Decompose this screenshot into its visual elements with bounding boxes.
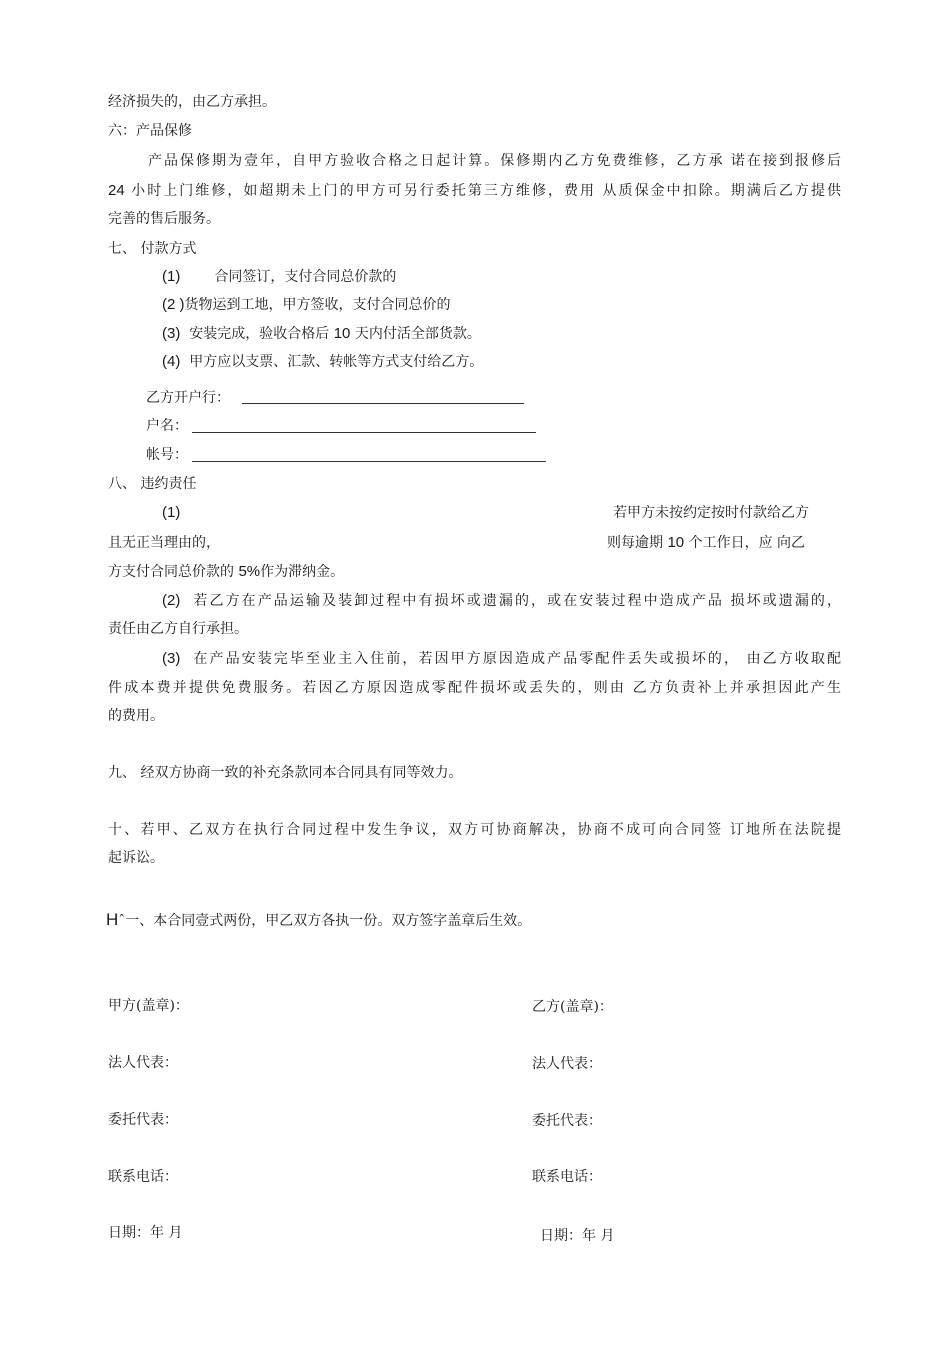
item-text: 若乙方在产品运输及装卸过程中有损坏或遗漏的，或在安装过程中造成产品 损坏或遗漏的， [193, 593, 841, 609]
item-number: (4) [162, 353, 181, 370]
item-text: 货物运到工地，甲方签收，支付合同总价的 [184, 297, 451, 313]
section-11 [106, 910, 531, 930]
payment-item-1 [162, 267, 396, 287]
account-number-label: 帐号： [146, 447, 188, 463]
days-number: 10 [333, 325, 351, 342]
bank-blank [242, 403, 524, 404]
item-text-2: 天内付活全部货款。 [350, 326, 481, 342]
section-7-heading: 七、 付款方式 [108, 241, 197, 257]
item-number: (3) [162, 650, 181, 667]
party-a-legal-rep: 法人代表： [108, 1055, 178, 1071]
account-name-blank [192, 432, 536, 433]
account-name-label: 户名： [146, 418, 188, 434]
item-text: 合同签订，支付合同总价款的 [214, 269, 397, 285]
workdays-number: 10 [667, 534, 685, 551]
item-number: (3) [162, 325, 181, 342]
party-b-date: 日期：年 月 [540, 1228, 615, 1244]
breach-item-2-line-1 [162, 591, 841, 611]
section-9: 九、 经双方协商一致的补充条款同本合同具有同等效力。 [108, 765, 463, 781]
breach-item-3-line-3: 的费用。 [108, 708, 164, 724]
item-number: (2) [162, 592, 181, 609]
section-6-heading: 六：产品保修 [108, 123, 192, 139]
section-6-line-2 [108, 181, 841, 201]
party-a-agent: 委托代表： [108, 1112, 178, 1128]
breach-item-3-line-2: 件成本费并提供免费服务。若因乙方原因造成零配件损坏或丢失的，则由 乙方负责补上并承担因此产生 [108, 680, 841, 696]
text: 方支付合同总价款的 [108, 564, 239, 580]
breach-item-2-line-2: 责任由乙方自行承担。 [108, 621, 248, 637]
item-number: (1) [162, 268, 181, 285]
party-b-seal: 乙方(盖章)： [532, 999, 613, 1015]
section-11-text: ˆ一、本合同壹式两份，甲乙双方各执一份。双方签字盖章后生效。 [118, 913, 532, 929]
party-a-phone: 联系电话： [108, 1169, 178, 1185]
payment-item-4 [162, 352, 483, 372]
breach-item-3-line-1 [162, 649, 841, 669]
party-b-phone: 联系电话： [532, 1169, 602, 1185]
text: 作为滞纳金。 [260, 564, 345, 580]
payment-item-2 [162, 295, 451, 315]
text: 则每逾期 [607, 535, 668, 551]
section-6-line-1: 产品保修期为壹年，自甲方验收合格之日起计算。保修期内乙方免费维修，乙方承 诺在接到报修后 [148, 153, 841, 169]
item-number: (2 ) [162, 296, 185, 313]
section-6-line-2-text: 小时上门维修，如超期未上门的甲方可另行委托第三方维修，费用 从质保金中扣除。期满后乙方提供 [124, 183, 841, 199]
section-6-line-3: 完善的售后服务。 [108, 211, 220, 227]
item-text: 安装完成，验收合格后 [189, 326, 334, 342]
section-8-heading: 八、 违约责任 [108, 476, 197, 492]
section-11-prefix: H [106, 910, 119, 929]
party-b-agent: 委托代表： [532, 1113, 602, 1129]
breach-item-1-line-3 [108, 562, 344, 582]
account-number-blank [192, 461, 546, 462]
hours-number: 24 [108, 182, 125, 199]
party-b-legal-rep: 法人代表： [532, 1056, 602, 1072]
item-text: 甲方应以支票、汇款、转帐等方式支付给乙方。 [189, 354, 484, 370]
party-a-date: 日期：年 月 [108, 1225, 183, 1241]
breach-item-1-line-2-left: 且无正当理由的， [108, 535, 220, 551]
penalty-percent: 5% [238, 563, 261, 580]
bank-label: 乙方开户行： [146, 390, 230, 406]
breach-item-1-right: 若甲方未按约定按时付款给乙方 [613, 505, 809, 521]
text: 个工作日，应 向乙 [684, 535, 806, 551]
payment-item-3 [162, 324, 481, 344]
continued-line: 经济损失的，由乙方承担。 [108, 94, 276, 110]
section-10-line-1: 十、若甲、乙双方在执行合同过程中发生争议，双方可协商解决，协商不成可向合同签 订地所在法院提 [108, 822, 841, 838]
section-10-line-2: 起诉讼。 [108, 850, 164, 866]
item-text: 在产品安装完毕至业主入住前，若因甲方原因造成产品零配件丢失或损坏的， 由乙方收取配 [193, 651, 841, 667]
breach-item-1-line-2-right [607, 533, 805, 553]
party-a-seal: 甲方(盖章)： [108, 998, 189, 1014]
breach-item-1-number: (1) [162, 504, 181, 521]
